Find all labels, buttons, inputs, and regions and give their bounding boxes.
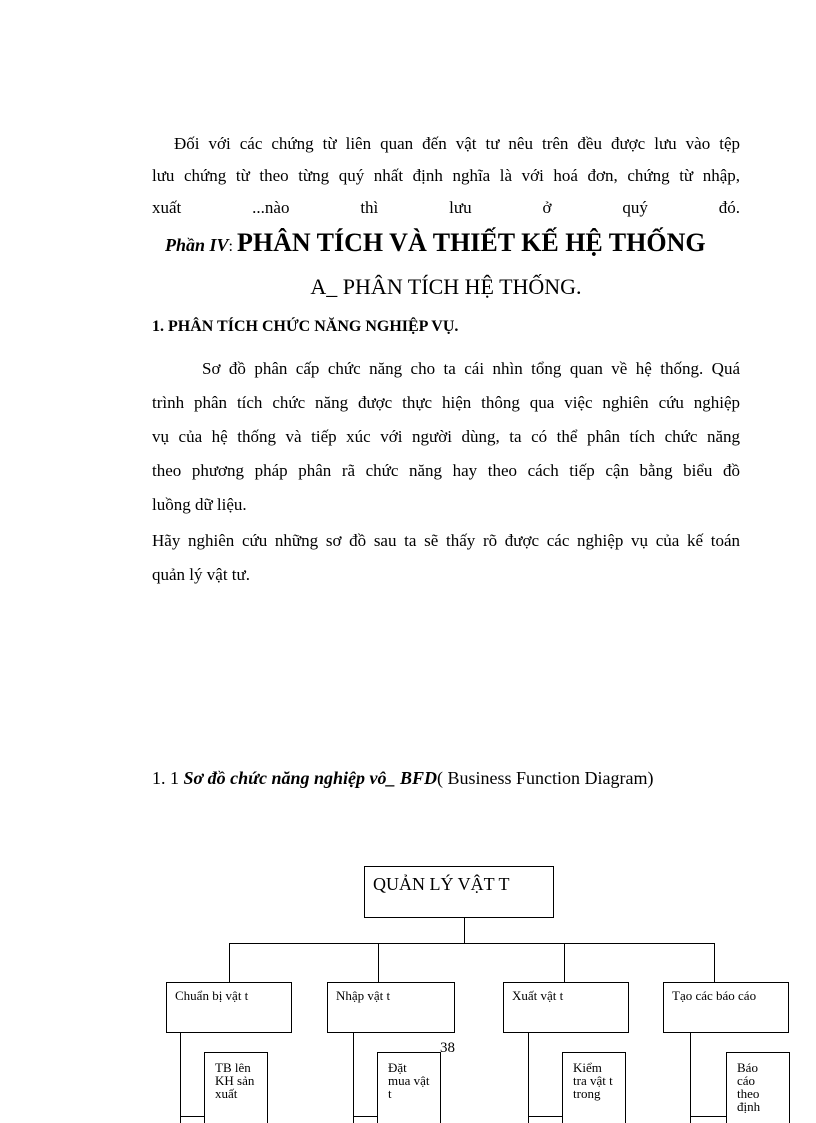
body1-line-2: trình phân tích chức năng được thực hiện thông qua việc nghiên cứu nghiệp: [152, 393, 740, 412]
root-connector: [464, 918, 465, 944]
box-xuat: Xuất vật t: [503, 982, 629, 1033]
box-nhap: Nhập vật t: [327, 982, 455, 1033]
diagram-root-box: QUẢN LÝ VẬT T: [364, 866, 554, 918]
drop-3: [564, 943, 565, 982]
section-a-heading: A_ PHÂN TÍCH HỆ THỐNG.: [310, 274, 582, 299]
body-paragraph-2: [152, 524, 740, 592]
part-separator: :: [228, 238, 233, 255]
body2-line-2: quản lý vật tư.: [152, 565, 250, 584]
intro-line-1: Đối với các chứng từ liên quan đến vật tư nêu trên đều được lưu vào tệp: [174, 134, 740, 153]
level1-bus: [229, 943, 715, 944]
section-1-heading: 1. PHÂN TÍCH CHỨC NĂNG NGHIỆP VỤ.: [152, 318, 459, 335]
tick-2: [353, 1116, 377, 1117]
body1-line-1: Sơ đồ phân cấp chức năng cho ta cái nhìn tổng quan về hệ thống. Quá: [202, 359, 740, 378]
sub-box-3: Kiểm tra vật t trong: [562, 1052, 626, 1123]
part-label: Phần IV: [165, 235, 229, 255]
body1-line-5: luồng dữ liệu.: [152, 495, 247, 514]
caption-number: 1. 1: [152, 768, 179, 788]
body2-line-1: Hãy nghiên cứu những sơ đồ sau ta sẽ thấy rõ được các nghiệp vụ của kế toán: [152, 531, 740, 550]
stem-1: [180, 1033, 181, 1123]
box-chuan-bi: Chuẩn bị vật t: [166, 982, 292, 1033]
caption-bold: Sơ đồ chức năng nghiệp vô_ BFD: [183, 768, 437, 788]
page-number: 38: [440, 1040, 455, 1056]
sub-box-4: Báo cáo theo định: [726, 1052, 790, 1123]
tick-4: [690, 1116, 726, 1117]
intro-paragraph: [152, 128, 740, 224]
body-paragraph-1: [152, 352, 740, 522]
drop-2: [378, 943, 379, 982]
diagram-caption: [152, 768, 653, 789]
part-heading: [165, 228, 745, 258]
stem-2: [353, 1033, 354, 1123]
intro-line-2: lưu chứng từ theo từng quý nhất định nghĩa là với hoá đơn, chứng từ nhập,: [152, 166, 740, 185]
body1-line-4: theo phương pháp phân rã chức năng hay theo cách tiếp cận bằng biểu đồ: [152, 461, 740, 480]
drop-1: [229, 943, 230, 982]
drop-4: [714, 943, 715, 982]
tick-3: [528, 1116, 562, 1117]
part-title: PHÂN TÍCH VÀ THIẾT KẾ HỆ THỐNG: [236, 228, 706, 257]
sub-box-1: TB lên KH sản xuất: [204, 1052, 268, 1123]
sub-box-2: Đặt mua vật t: [377, 1052, 441, 1123]
body1-line-3: vụ của hệ thống và tiếp xúc với người dùng, ta có thể phân tích chức năng: [152, 427, 740, 446]
stem-4: [690, 1033, 691, 1123]
box-bao-cao: Tạo các báo cáo: [663, 982, 789, 1033]
stem-3: [528, 1033, 529, 1123]
tick-1: [180, 1116, 204, 1117]
intro-line-3: xuất ...nào thì lưu ở quý đó.: [152, 198, 740, 217]
caption-rest: ( Business Function Diagram): [436, 768, 654, 788]
